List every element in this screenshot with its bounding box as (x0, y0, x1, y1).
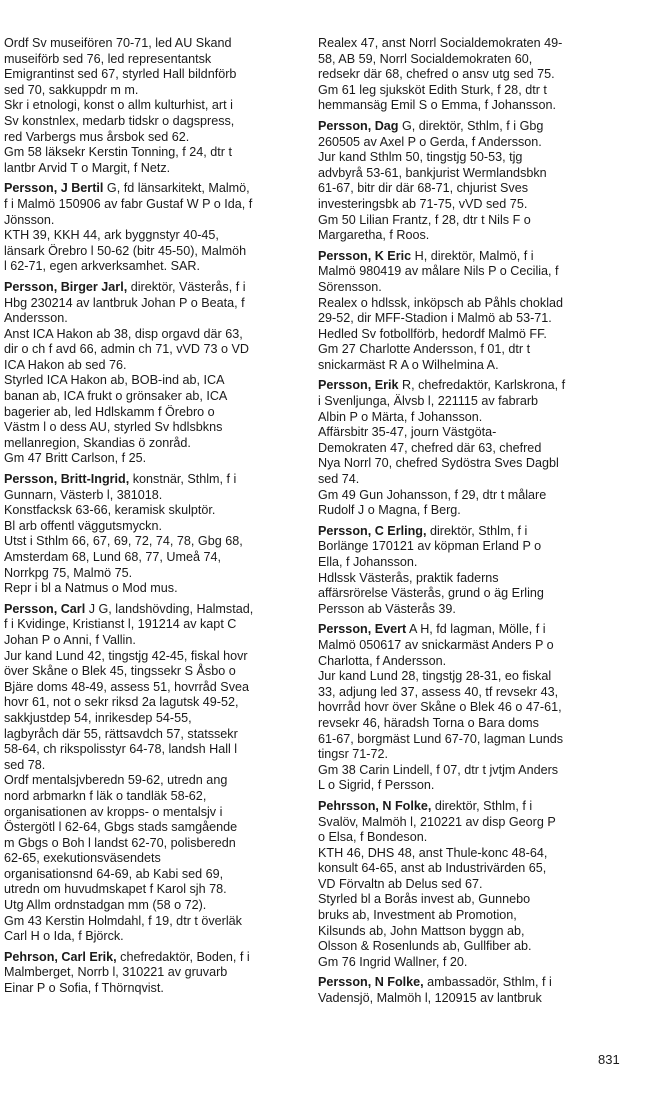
entry-header: ambassadör, Sthlm, f i Vadensjö, Malmöh l, 120915 av lantbruk (318, 975, 552, 1006)
entry-name: Persson, Erik (318, 378, 399, 393)
entry-body: Jur kand Lund 28, tingstjg 28-31, eo fiskal 33, adjung led 37, assess 40, tf revsekr 43, hovrråd hovr över Skåne o Blek 46 o 47-61, revsekr 46, häradsh Torna o Bara doms 61-67, borgmäst Lund 67-70, lagman Lunds tingsr 71-72. Gm 38 Carin Lindell, f 07, dtr t jvtjm Anders L o Sigrid, f Persson. (318, 669, 564, 793)
biography-entry (318, 249, 628, 374)
biography-entry (4, 950, 314, 997)
entry-name: Persson, Evert (318, 622, 407, 637)
entry-header: direktör, Sthlm, f i Svalöv, Malmöh l, 210221 av disp Georg P o Elsa, f Bondeson. (318, 798, 556, 845)
biography-entry (318, 378, 628, 518)
continuation-text: Ordf Sv museifören 70-71, led AU Skand museiförb sed 76, led representantsk Emigrantinst sed 67, styrled Hall bildnförb sed 70, sakkuppdr m m. Skr i etnologi, konst o allm kulturhist, art i Sv konstnlex, medarb tidskr o dagspress, red Varbergs mus årsbok sed 62. Gm 58 läksekr Kerstin Tonning, f 24, dtr t lantbr Arvid T o Margit, f Netz. (4, 36, 237, 175)
entry-body: Jur kand Lund 42, tingstjg 42-45, fiskal hovr över Skåne o Blek 45, tingssekr S Åsbo o Bjäre doms 48-49, assess 51, hovrråd Svea hovr 61, not o sekr riksd 2a lagutsk 49-52, sakkjustdep 54, inrikesdep 54-55, lagbyråch där 55, rättsavdch 57, statssekr 58-64, ch rikspolisstyr 64-78, landsh Hall l sed 78. Ordf mentalsjvberedn 59-62, utredn ang nord arbmarkn f läk o tandläk 58-62, organisationen av kropps- o mentalsjv i Östergötl l 62-64, Gbgs stads samgående m Gbgs o Boh l landst 62-70, polisberedn 62-65, exekutionsväsendets organisationsnd 64-69, ab Kabi sed 69, utredn om huvudmskapet f Karol sjh 78. Utg Allm ordnstadgan mm (58 o 72). Gm 43 Kerstin Holmdahl, f 19, dtr t överläk Carl H o Ida, f Björck. (4, 648, 250, 944)
entry-name: Persson, Carl (4, 601, 86, 616)
entry-body: Affärsbitr 35-47, journ Västgöta- Demokraten 47, chefred där 63, chefred Nya Norrl 70, chefred Sydöstra Sves Dagbl sed 74. Gm 49 Gun Johansson, f 29, dtr t målare Rudolf J o Magna, f Berg. (318, 425, 559, 518)
entry-header: direktör, Västerås, f i Hbg 230214 av lantbruk Johan P o Beata, f Andersson. (4, 279, 246, 326)
biography-entry (318, 799, 628, 971)
entry-header: J G, landshövding, Halmstad, f i Kvidinge, Kristianst l, 191214 av kapt C Johan P o Anni, f Vallin. (4, 601, 254, 647)
entry-header: H, direktör, Malmö, f i Malmö 980419 av målare Nils P o Cecilia, f Sörensson. (318, 248, 559, 294)
entry-header: chefredaktör, Boden, f i Malmberget, Norrb l, 310221 av gruvarb Einar P o Sofia, f Thörnqvist. (4, 949, 250, 996)
entry-header: G, direktör, Sthlm, f i Gbg 260505 av Axel P o Gerda, f Andersson. (318, 118, 544, 149)
entry-header: konstnär, Sthlm, f i Gunnarn, Västerb l, 381018. (4, 472, 237, 502)
entry-header: direktör, Sthlm, f i Borlänge 170121 av köpman Erland P o Ella, f Johansson. (318, 523, 542, 569)
entry-name: Persson, Dag (318, 118, 399, 133)
entry-header: R, chefredaktör, Karlskrona, f i Svenljunga, Älvsb l, 221115 av fabrarb Albin P o Märta, f Johansson. (318, 378, 566, 424)
entry-name: Persson, J Bertil (4, 181, 104, 196)
entry-name: Persson, Birger Jarl, (4, 279, 128, 294)
biography-entry (4, 181, 314, 275)
entry-body: KTH 46, DHS 48, anst Thule-konc 48-64, konsult 64-65, anst ab Industrivärden 65, VD Förvaltn ab Delus sed 67. Styrled bl a Borås invest ab, Gunnebo bruks ab, Investment ab Promotion, Kilsunds ab, John Mattson byggn ab, Olsson & Rosenlunds ab, Gullfiber ab. Gm 76 Ingrid Wallner, f 20. (318, 845, 548, 969)
right-column (318, 36, 628, 1012)
biography-entry (318, 975, 628, 1006)
entry-name: Persson, C Erling, (318, 523, 427, 538)
entry-body: Konstfacksk 63-66, keramisk skulptör. Bl arb offentl väggutsmyckn. Utst i Sthlm 66, 67, 69, 72, 74, 78, Gbg 68, Amsterdam 68, Lund 68, 77, Umeå 74, Norrkpg 75, Malmö 75. Repr i bl a Natmus o Mod mus. (4, 503, 243, 596)
entry-name: Pehrson, Carl Erik, (4, 949, 117, 964)
biography-entry (318, 119, 628, 244)
entry-body: Realex o hdlssk, inköpsch ab Påhls choklad 29-52, dir MFF-Stadion i Malmö ab 53-71. Hedled Sv fotbollförb, hedordf Malmö FF. Gm 27 Charlotte Andersson, f 01, dtr t snickarmäst R A o Wilhelmina A. (318, 295, 564, 372)
biography-entry (4, 280, 314, 467)
entry-name: Persson, K Eric (318, 248, 412, 263)
biography-entry (318, 622, 628, 794)
entry-body: Jur kand Sthlm 50, tingstjg 50-53, tjg advbyrå 53-61, bankjurist Wermlandsbkn 61-67, bitr dir där 68-71, chjurist Sves investeringsbk ab 71-75, vVD sed 75. Gm 50 Lilian Frantz, f 28, dtr t Nils F o Margaretha, f Roos. (318, 150, 547, 243)
entry-body: Anst ICA Hakon ab 38, disp orgavd där 63, dir o ch f avd 66, admin ch 71, vVD 73 o VD ICA Hakon ab sed 76. Styrled ICA Hakon ab, BOB-ind ab, ICA banan ab, ICA frukt o grönsaker ab, ICA bagerier ab, led Hdlskamm f Örebro o Västm l o dess AU, styrled Sv hdlsbkns mellanregion, Skandias ö zonråd. Gm 47 Britt Carlson, f 25. (4, 326, 250, 466)
page-number: 831 (598, 1052, 620, 1067)
biography-entry (4, 472, 314, 597)
entry-name: Pehrsson, N Folke, (318, 798, 432, 813)
continuation-text: Realex 47, anst Norrl Socialdemokraten 49- 58, AB 59, Norrl Socialdemokraten 60, redsekr där 68, chefred o ansv utg sed 75. Gm 61 leg sjuksköt Edith Sturk, f 28, dtr t hemmansäg Emil S o Emma, f Johansson. (318, 36, 563, 113)
entry-name: Persson, Britt-Ingrid, (4, 472, 130, 487)
biography-entry (318, 524, 628, 618)
entry-body: KTH 39, KKH 44, ark byggnstyr 40-45, länsark Örebro l 50-62 (bitr 45-50), Malmöh l 62-71, egen arkverksamhet. SAR. (4, 228, 247, 274)
left-column (4, 36, 314, 1002)
entry-body: Hdlssk Västerås, praktik faderns affärsrörelse Västerås, grund o äg Erling Persson ab Västerås 39. (318, 570, 544, 616)
entry-header: G, fd länsarkitekt, Malmö, f i Malmö 150906 av fabr Gustaf W P o Ida, f Jönsson. (4, 181, 253, 227)
biography-entry (4, 602, 314, 945)
entry-name: Persson, N Folke, (318, 975, 424, 990)
entry-header: A H, fd lagman, Mölle, f i Malmö 050617 av snickarmäst Anders P o Charlotta, f Andersson. (318, 622, 554, 668)
